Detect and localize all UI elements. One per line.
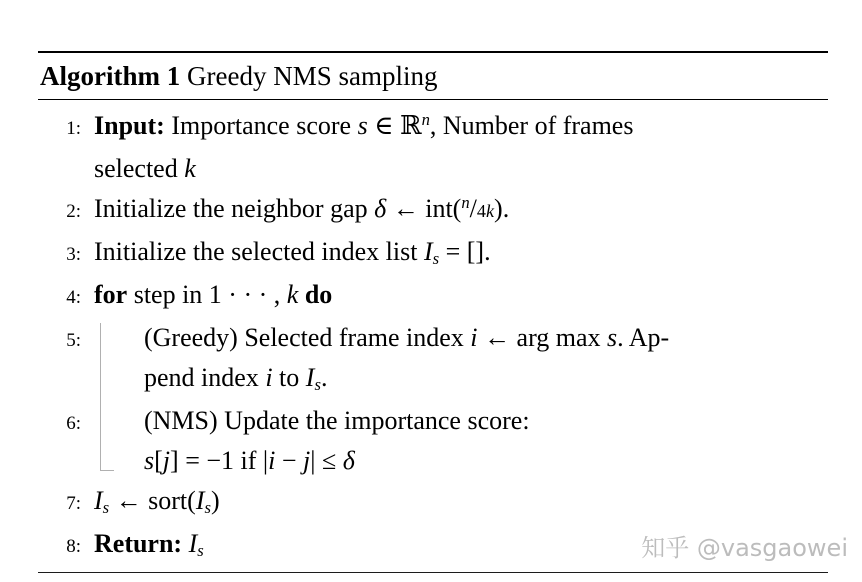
math-var-delta: δ: [374, 194, 387, 223]
text-run: ).: [494, 194, 510, 223]
text-run: /: [469, 194, 477, 223]
math-sub-s: s: [197, 540, 204, 560]
math-var-I: I: [188, 529, 198, 558]
text-run: [: [154, 446, 163, 475]
keyword-input: Input:: [94, 111, 165, 140]
math-sub-s: s: [314, 374, 321, 394]
text-run: . Ap-: [617, 323, 670, 352]
bottom-rule: [38, 572, 828, 573]
text-run: ← int(: [386, 194, 462, 223]
line-content: [94, 318, 828, 401]
line-content: [94, 106, 828, 189]
math-var-i: i: [268, 446, 276, 475]
math-set-reals: ℝ: [399, 111, 422, 141]
algo-line-7: [48, 481, 828, 524]
line-content: [94, 189, 828, 232]
keyword-return: Return:: [94, 529, 189, 558]
watermark: 知乎 @vasgaowei: [641, 534, 848, 562]
line-content: [94, 481, 828, 524]
line-content: [94, 275, 828, 315]
text-run: Importance score: [164, 111, 358, 140]
text-run: selected: [94, 154, 185, 183]
math-var-s: s: [357, 111, 368, 140]
for-loop-body: [48, 318, 828, 481]
text-run: ∈: [367, 111, 400, 140]
text-run: ): [210, 486, 220, 515]
line-2-text: [94, 189, 828, 232]
text-run: step in 1 · · · ,: [127, 280, 287, 309]
line-number: 5:: [66, 330, 81, 351]
math-var-s: s: [607, 323, 618, 352]
math-frac-numerator-n: n: [461, 193, 470, 213]
text-run: ] = −1 if |: [170, 446, 269, 475]
text-run: ← arg max: [477, 323, 608, 352]
algo-line-3: [48, 232, 828, 275]
line-4-text: [94, 275, 828, 315]
math-var-k: k: [286, 280, 299, 309]
line-6-text-row-2: [94, 441, 828, 481]
keyword-do: do: [304, 280, 333, 309]
line-number: 8:: [66, 536, 81, 557]
line-content: [94, 232, 828, 275]
math-sup-n: n: [421, 110, 430, 130]
line-6-text-row-1: [94, 401, 828, 441]
math-var-k: k: [184, 154, 196, 183]
math-var-i: i: [265, 363, 273, 392]
line-3-text: [94, 232, 828, 275]
algorithm-body: [38, 100, 828, 572]
line-number: 3:: [66, 244, 81, 265]
algo-line-2: [48, 189, 828, 232]
line-number: 7:: [66, 493, 81, 514]
math-sub-s: s: [432, 248, 440, 268]
math-sub-s: s: [204, 497, 211, 517]
line-number: 1:: [66, 118, 81, 139]
math-var-delta: δ: [342, 446, 355, 475]
text-run: pend index: [144, 363, 266, 392]
math-var-I: I: [423, 237, 433, 266]
algorithm-title: [38, 53, 828, 99]
math-var-i: i: [470, 323, 478, 352]
line-7-text: [94, 481, 828, 524]
keyword-for: for: [94, 280, 128, 309]
math-frac-denominator-4: 4: [476, 201, 486, 221]
math-var-j: j: [162, 446, 171, 475]
algo-line-4: [48, 275, 828, 318]
algorithm-title-label: Algorithm 1: [40, 61, 181, 91]
text-run: | ≤: [310, 446, 343, 475]
algorithm-block: [38, 51, 828, 573]
math-var-I: I: [94, 486, 103, 515]
line-number: 2:: [66, 201, 81, 222]
text-run: = [].: [439, 237, 491, 266]
text-run: Initialize the selected index list: [94, 237, 424, 266]
algorithm-title-name: Greedy NMS sampling: [180, 61, 438, 91]
line-number: 4:: [66, 287, 81, 308]
text-run: (NMS) Update the importance score:: [144, 406, 530, 435]
math-sub-s: s: [102, 497, 110, 517]
math-frac-denominator-k: k: [485, 201, 495, 221]
line-content: [94, 401, 828, 481]
algo-line-1: [48, 106, 828, 189]
algo-line-6: [48, 401, 828, 481]
text-run: , Number of frames: [429, 111, 634, 140]
text-run: .: [320, 363, 328, 392]
algo-line-5: [48, 318, 828, 401]
math-var-s: s: [144, 446, 155, 475]
line-1-text-row-1: [94, 106, 828, 149]
text-run: −: [275, 446, 304, 475]
line-number: 6:: [66, 413, 81, 434]
line-1-text-row-2: [94, 149, 828, 189]
loop-scope-rule: [100, 323, 114, 471]
text-run: to: [272, 363, 306, 392]
text-run: (Greedy) Selected frame index: [144, 323, 471, 352]
line-5-text-row-1: [94, 318, 828, 358]
text-run: ← sort(: [109, 486, 196, 515]
math-var-I: I: [195, 486, 205, 515]
line-5-text-row-2: [94, 358, 828, 401]
text-run: Initialize the neighbor gap: [94, 194, 375, 223]
math-var-I: I: [305, 363, 315, 392]
math-var-j: j: [303, 446, 311, 475]
